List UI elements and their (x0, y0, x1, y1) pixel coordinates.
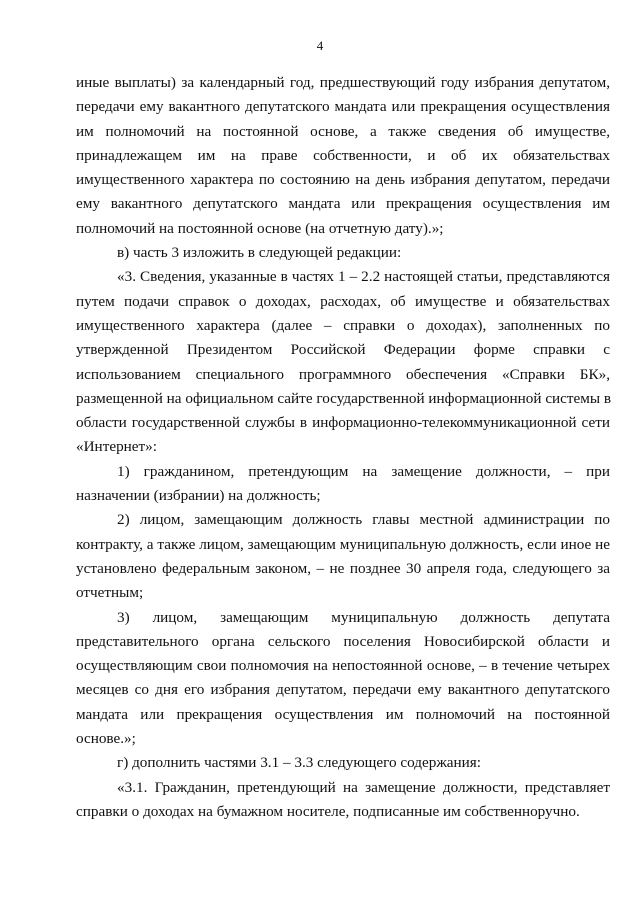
paragraph (76, 265, 610, 459)
text-line: 1) гражданином, претендующим на замещение должности, – при (117, 462, 610, 480)
text-line: справки о доходах на бумажном носителе, подписанные им собственноручно. (76, 802, 580, 820)
text-line: мандата или прекращения осуществления им полномочий на постоянной (76, 705, 610, 723)
text-line: отчетным; (76, 584, 144, 602)
text-line: передачи ему вакантного депутатского мандата или прекращения осуществления (76, 98, 610, 116)
paragraph (76, 508, 610, 605)
text-line: представительного органа сельского поселения Новосибирской области и (76, 632, 610, 650)
text-line: им полномочий на постоянной основе, а также сведения об имуществе, (76, 122, 610, 140)
text-line: иные выплаты) за календарный год, предшествующий году избрания депутатом, (76, 74, 610, 91)
text-line: полномочий на постоянной основе (на отчетную дату).»; (76, 219, 444, 237)
text-line: 2) лицом, замещающим должность главы местной администрации по (117, 511, 610, 529)
text-line: «3. Сведения, указанные в частях 1 – 2.2 настоящей статьи, представляются (117, 268, 610, 286)
paragraph (76, 460, 610, 509)
text-line: имущественного характера по состоянию на день избрания депутатом, передачи (76, 171, 610, 189)
text-line: месяцев со дня его избрания депутатом, передачи ему вакантного депутатского (76, 681, 610, 699)
text-line: путем подачи справок о доходах, расходах, об имуществе и обязательствах (76, 292, 610, 310)
text-line: утвержденной Президентом Российской Федерации форме справки с (76, 341, 610, 359)
paragraph (76, 751, 610, 775)
text-line: г) дополнить частями 3.1 – 3.3 следующего содержания: (117, 754, 482, 772)
text-line: ему вакантного депутатского мандата или прекращения осуществления им (76, 195, 610, 213)
text-line: 3) лицом, замещающим муниципальную должность депутата (117, 608, 610, 626)
paragraph (76, 606, 610, 752)
page-number: 4 (316, 38, 324, 53)
text-line: контракту, а также лицом, замещающим муниципальную должность, если иное не (76, 535, 610, 553)
text-line: «3.1. Гражданин, претендующий на замещение должности, представляет (117, 778, 610, 796)
text-line: использованием специального программного обеспечения «Справки БК», (76, 365, 610, 383)
text-line: осуществляющим свои полномочия на непостоянной основе, – в течение четырех (76, 657, 610, 675)
text-line: принадлежащем им на праве собственности, и об их обязательствах (76, 146, 610, 164)
text-line: основе.»; (76, 730, 136, 748)
paragraph (76, 776, 610, 825)
text-line: имущественного характера (далее – справки о доходах), заполненных по (76, 316, 610, 334)
text-line: установлено федеральным законом, – не позднее 30 апреля года, следующего за (76, 559, 610, 577)
document-body (76, 71, 610, 824)
text-line: в) часть 3 изложить в следующей редакции: (117, 244, 402, 262)
text-line: назначении (избрании) на должность; (76, 487, 321, 505)
text-line: размещенной на официальном сайте государственной информационной системы в (76, 389, 612, 407)
text-line: «Интернет»: (76, 438, 157, 456)
paragraph (76, 71, 610, 241)
paragraph (76, 241, 610, 265)
text-line: области государственной службы в информационно-телекоммуникационной сети (76, 414, 610, 432)
